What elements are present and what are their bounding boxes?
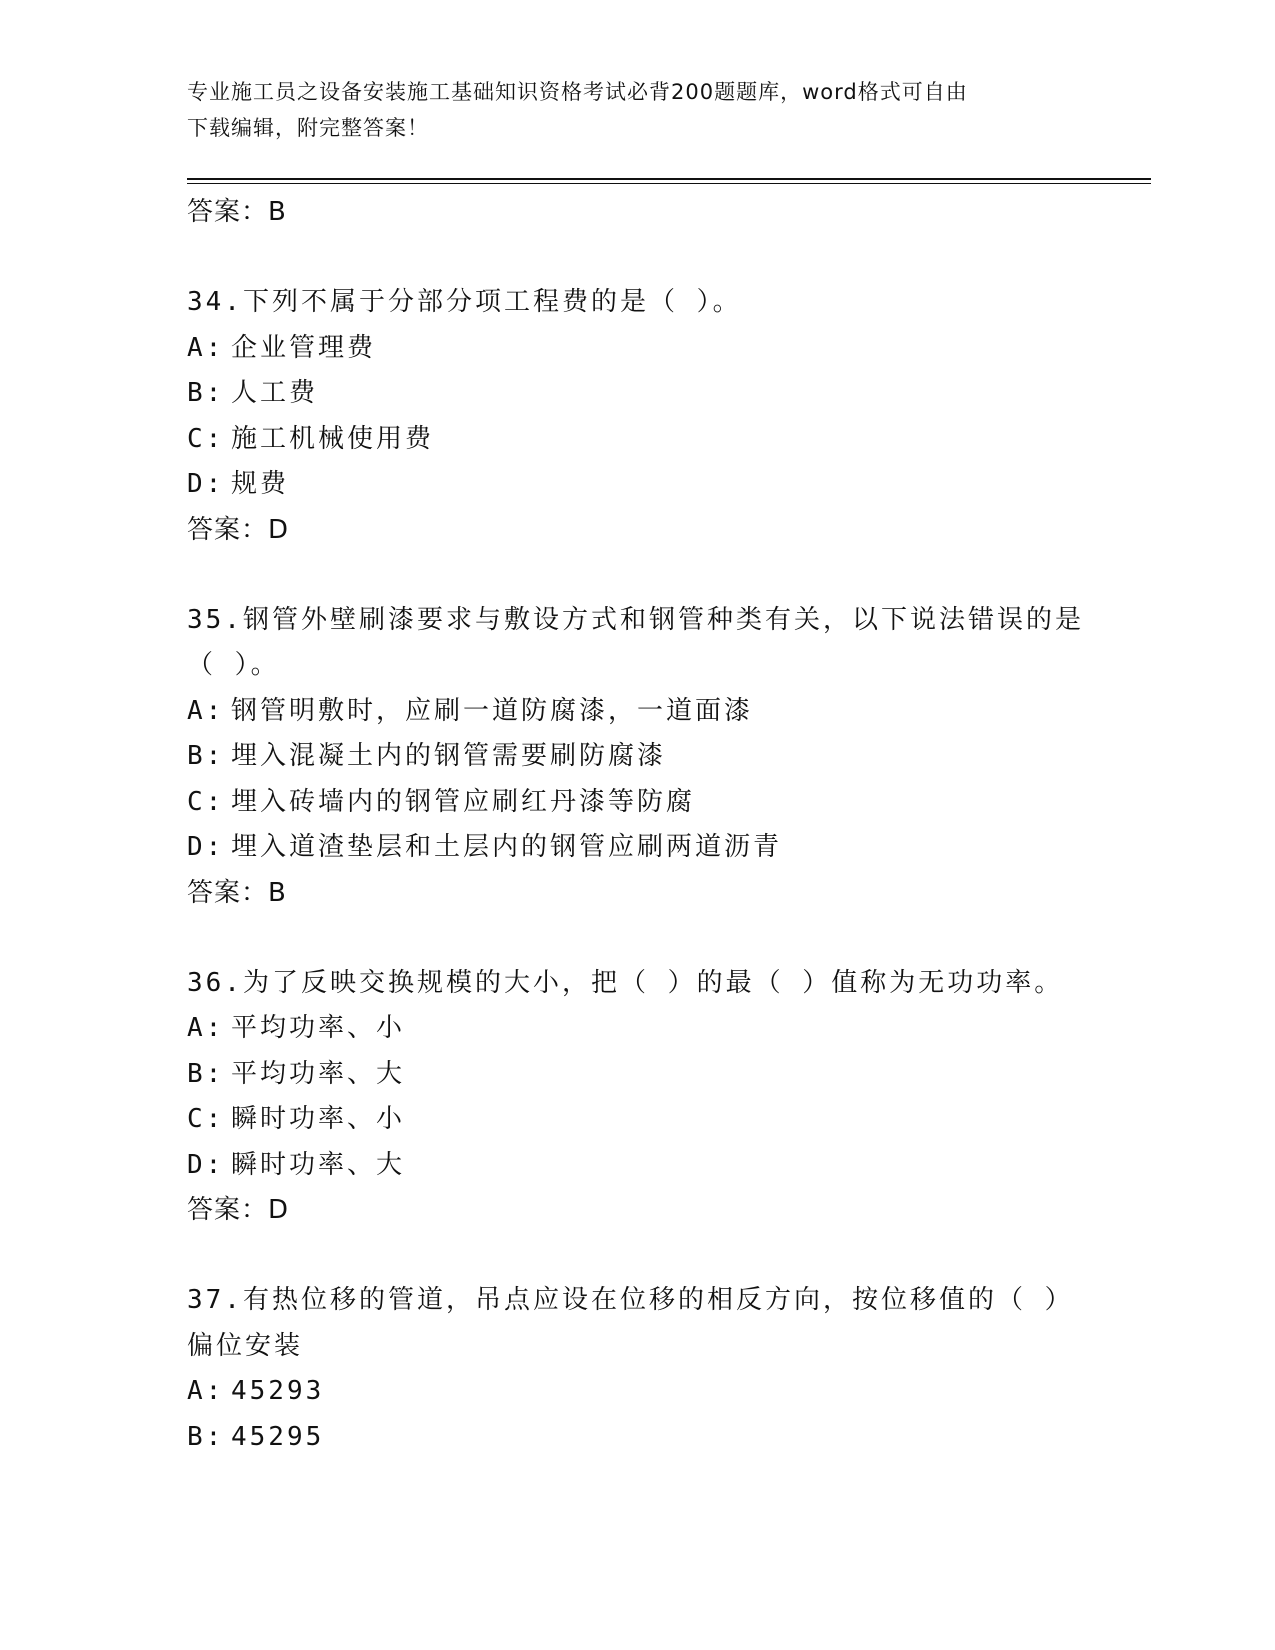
document-header xyxy=(187,74,1067,146)
option-d xyxy=(187,462,1087,508)
option-c xyxy=(187,780,1087,826)
option-text: 埋入混凝土内的钢管需要刷防腐漆 xyxy=(231,741,667,771)
option-c xyxy=(187,417,1087,463)
option-letter: D: xyxy=(187,1149,225,1180)
question-stem-continued: （ ）。 xyxy=(187,650,280,680)
option-letter: C: xyxy=(187,1104,225,1134)
question-37 xyxy=(187,1278,1087,1460)
option-a xyxy=(187,326,1087,372)
option-d xyxy=(187,1143,1087,1189)
answer-line: 答案：D xyxy=(187,1195,290,1225)
option-letter: C: xyxy=(187,786,225,817)
option-text: 企业管理费 xyxy=(231,332,377,363)
option-letter: B: xyxy=(187,378,225,408)
option-b xyxy=(187,1415,1087,1461)
question-34 xyxy=(187,280,1087,553)
option-d xyxy=(187,825,1087,871)
header-line-1: 专业施工员之设备安装施工基础知识资格考试必背200题题库，word格式可自由 xyxy=(187,80,968,104)
answer-line: 答案：D xyxy=(187,514,290,545)
question-stem: 34.下列不属于分部分项工程费的是（ ）。 xyxy=(187,287,742,317)
question-stem: 36.为了反映交换规模的大小，把（ ）的最（ ）值称为无功功率。 xyxy=(187,967,1064,998)
option-letter: B: xyxy=(187,741,225,771)
question-35 xyxy=(187,598,1087,916)
option-letter: C: xyxy=(187,423,225,454)
option-a xyxy=(187,689,1087,735)
question-stem: 35.钢管外壁刷漆要求与敷设方式和钢管种类有关，以下说法错误的是 xyxy=(187,604,1084,635)
question-stem: 37.有热位移的管道，吊点应设在位移的相反方向，按位移值的（ ） xyxy=(187,1285,1074,1315)
option-letter: B: xyxy=(187,1058,225,1089)
option-a xyxy=(187,1006,1087,1052)
header-rule-thin xyxy=(187,183,1151,184)
option-letter: B: xyxy=(187,1421,225,1452)
option-letter: A: xyxy=(187,1376,225,1406)
header-rule-thick xyxy=(187,178,1151,180)
option-text: 45293 xyxy=(231,1376,325,1406)
option-text: 人工费 xyxy=(231,378,319,408)
option-letter: D: xyxy=(187,832,225,862)
question-list xyxy=(187,187,1087,1460)
option-text: 施工机械使用费 xyxy=(231,423,435,454)
answer-line: 答案：B xyxy=(187,197,287,227)
option-b xyxy=(187,371,1087,417)
option-text: 钢管明敷时，应刷一道防腐漆，一道面漆 xyxy=(231,695,754,726)
option-letter: A: xyxy=(187,332,225,363)
option-text: 平均功率、小 xyxy=(231,1013,406,1043)
question-36 xyxy=(187,961,1087,1234)
option-text: 埋入道渣垫层和土层内的钢管应刷两道沥青 xyxy=(231,832,783,862)
option-text: 规费 xyxy=(231,469,290,499)
question-stem-continued: 偏位安装 xyxy=(187,1330,304,1361)
option-text: 45295 xyxy=(231,1421,325,1452)
option-b xyxy=(187,1052,1087,1098)
option-text: 瞬时功率、小 xyxy=(231,1104,406,1134)
option-c xyxy=(187,1097,1087,1143)
option-a xyxy=(187,1369,1087,1415)
option-text: 平均功率、大 xyxy=(231,1058,406,1089)
option-letter: A: xyxy=(187,695,225,726)
header-line-2: 下载编辑，附完整答案！ xyxy=(187,116,429,140)
answer-line: 答案：B xyxy=(187,877,287,908)
option-letter: A: xyxy=(187,1013,225,1043)
option-text: 瞬时功率、大 xyxy=(231,1149,406,1180)
option-text: 埋入砖墙内的钢管应刷红丹漆等防腐 xyxy=(231,786,696,817)
option-letter: D: xyxy=(187,469,225,499)
option-b xyxy=(187,734,1087,780)
